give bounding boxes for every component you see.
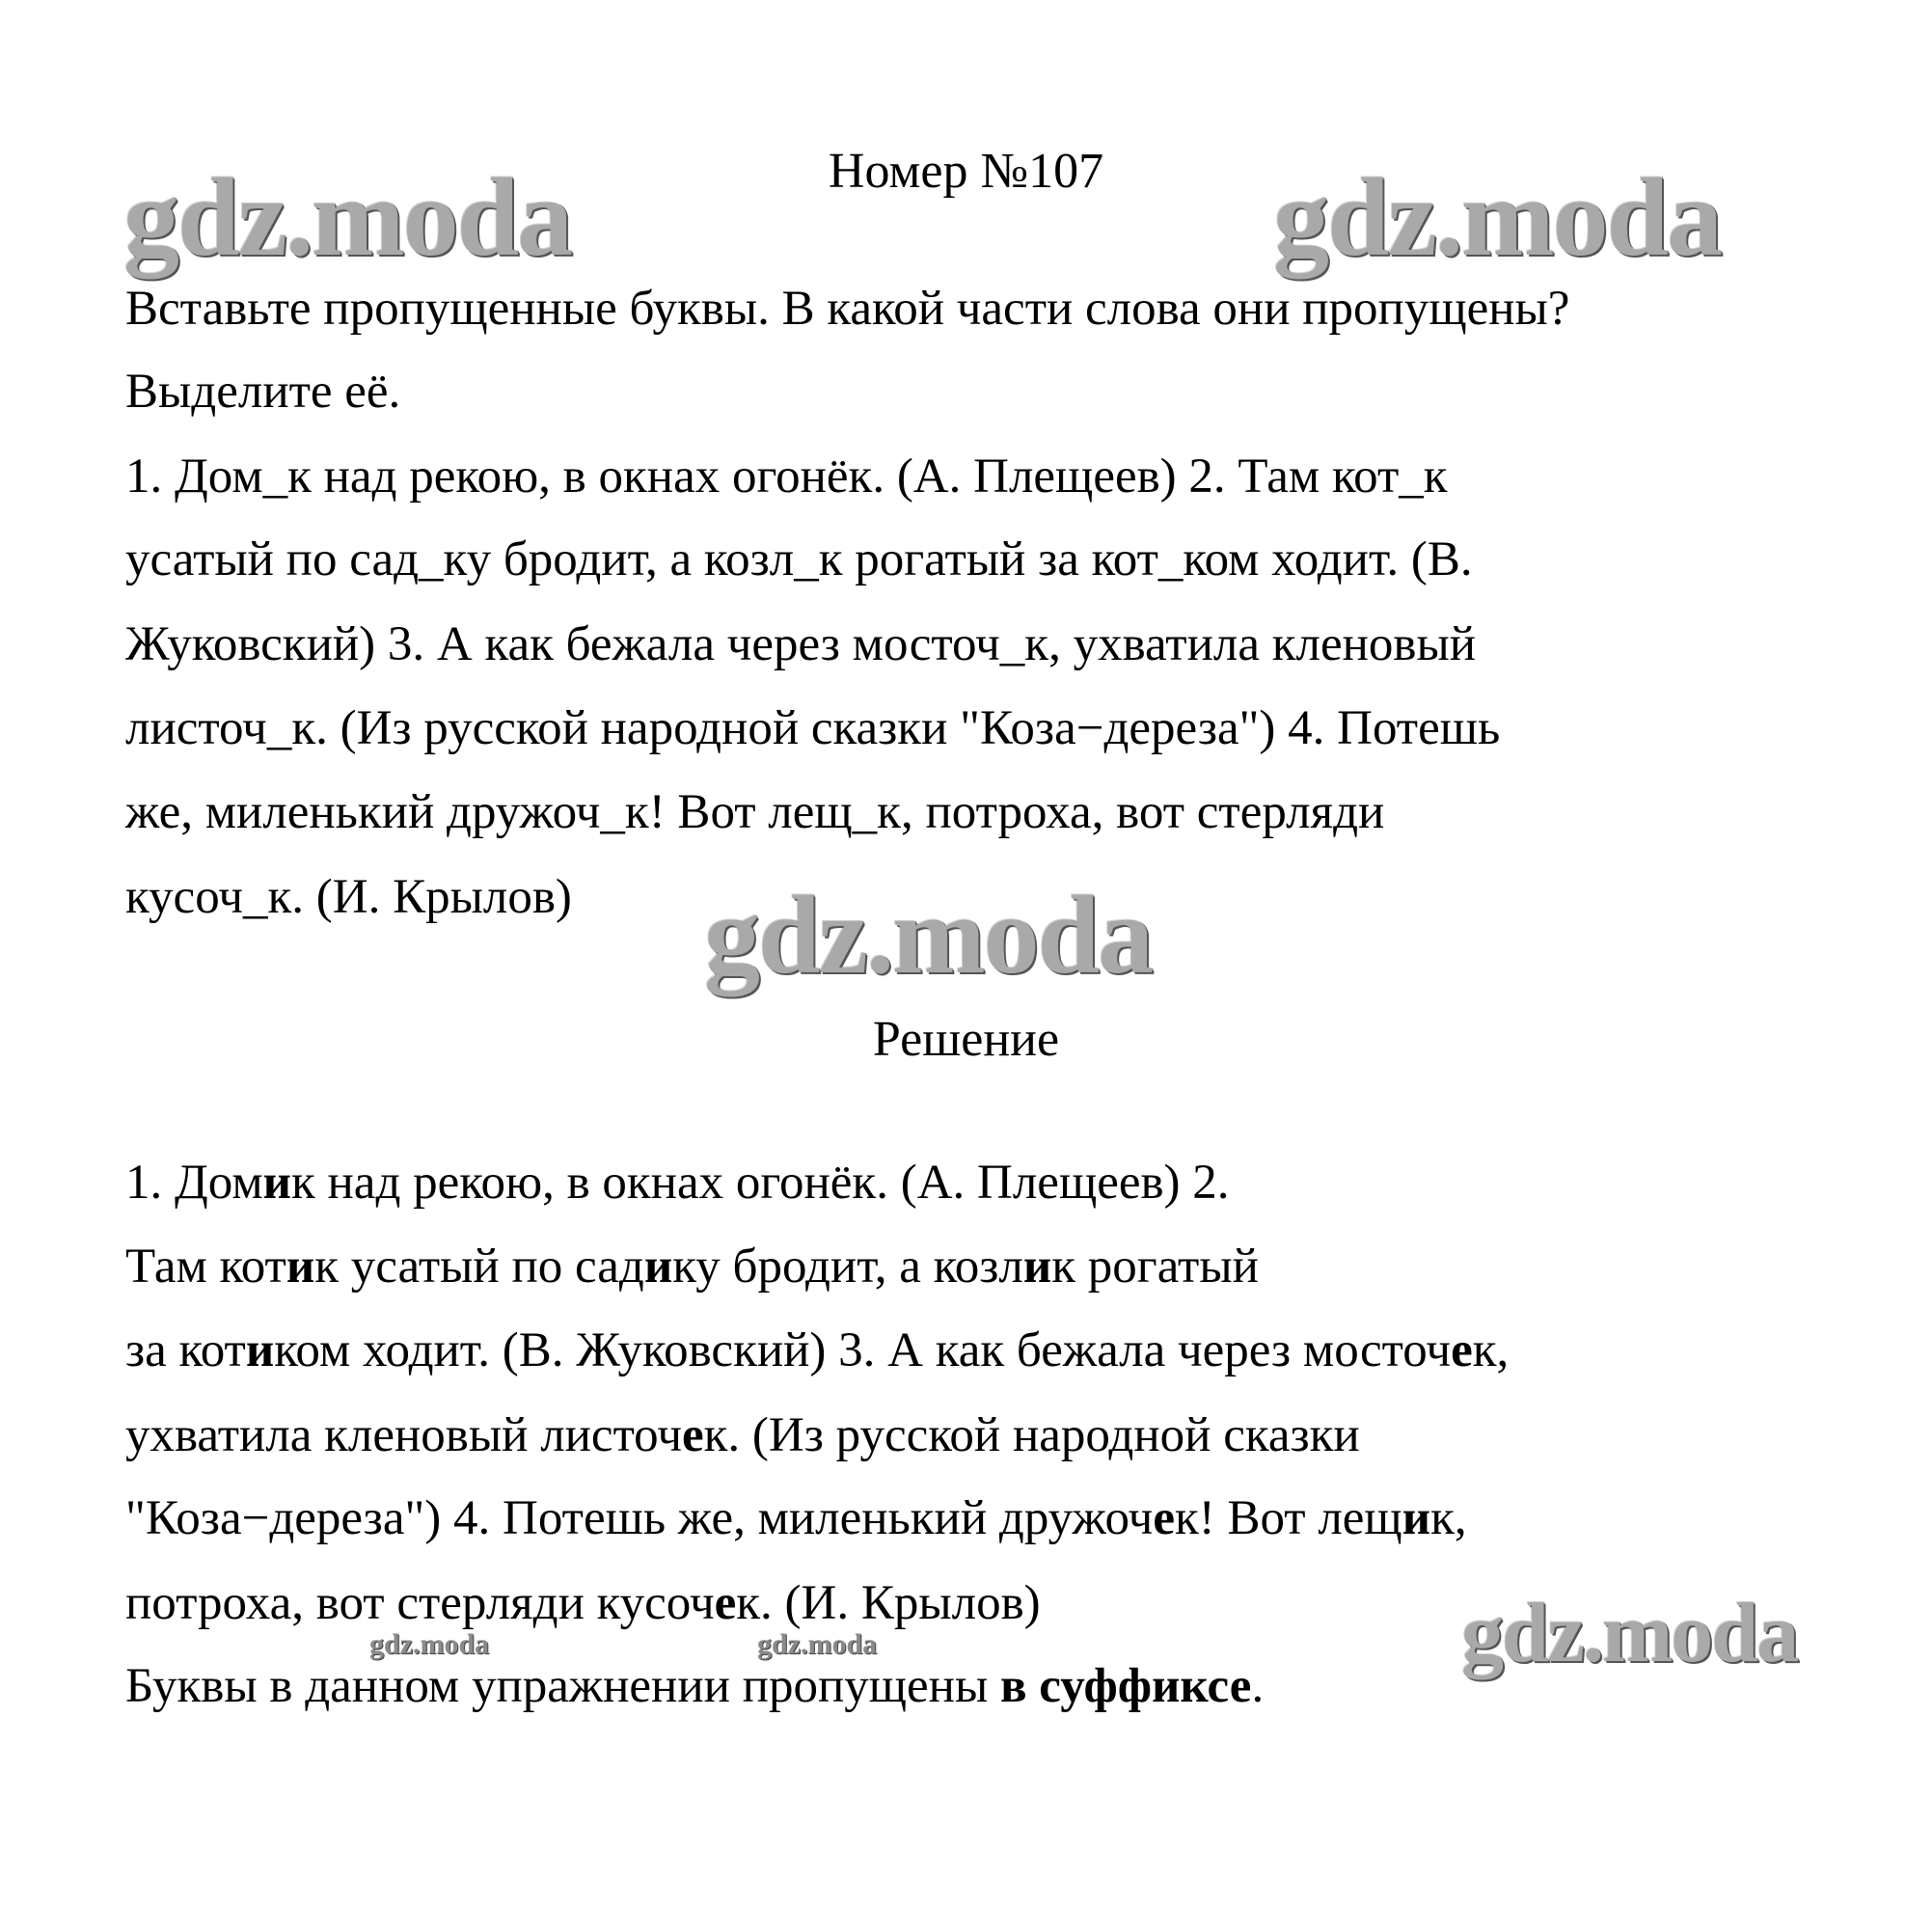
task-line-6: листоч_к. (Из русской народной сказки "Коза−дереза") 4. Потешь <box>125 701 1501 755</box>
task-line-2: Выделите её. <box>125 365 401 419</box>
solution-heading: Решение <box>872 1012 1060 1067</box>
task-line-3: 1. Дом_к над рекою, в окнах огонёк. (А. Плещеев) 2. Там кот_к <box>125 450 1448 504</box>
task-line-7: же, миленький дружоч_к! Вот лещ_к, потроха, вот стерляди <box>125 785 1385 839</box>
conclusion-emphasis: в суффиксе <box>999 1659 1252 1713</box>
watermark-small-2: gdz.moda <box>757 1628 878 1660</box>
task-line-8: кусоч_к. (И. Крылов) <box>125 870 572 924</box>
watermark-logo-middle: gdz.moda <box>704 874 1153 997</box>
solution-line-6: потроха, вот стерляди кусочек. (И. Крылов) <box>125 1576 1041 1630</box>
solution-line-5: "Коза−дереза") 4. Потешь же, миленький дружочек! Вот лещик, <box>125 1491 1467 1545</box>
solution-line-1: 1. Домик над рекою, в окнах огонёк. (А. Плещеев) 2. <box>125 1156 1230 1210</box>
task-line-5: Жуковский) 3. А как бежала через мосточ_к, ухватила кленовый <box>125 617 1477 671</box>
task-line-4: усатый по сад_ку бродит, а козл_к рогатый за кот_ком ходит. (В. <box>125 532 1473 586</box>
solution-line-3: за котиком ходит. (В. Жуковский) 3. А как бежала через мосточек, <box>125 1323 1510 1377</box>
page-title: Номер №107 <box>828 144 1104 199</box>
watermark-logo-bottom-right: gdz.moda <box>1461 1587 1798 1680</box>
task-line-1: Вставьте пропущенные буквы. В какой части слова они пропущены? <box>125 282 1570 336</box>
conclusion-line: Буквы в данном упражнении пропущены в суффиксе. <box>125 1659 1265 1713</box>
watermark-logo-top-left: gdz.moda <box>123 156 572 280</box>
watermark-logo-top-right: gdz.moda <box>1273 156 1722 280</box>
solution-line-2: Там котик усатый по садику бродит, а козлик рогатый <box>125 1240 1259 1294</box>
solution-line-4: ухватила кленовый листочек. (Из русской народной сказки <box>125 1408 1360 1462</box>
watermark-small-1: gdz.moda <box>369 1628 490 1660</box>
